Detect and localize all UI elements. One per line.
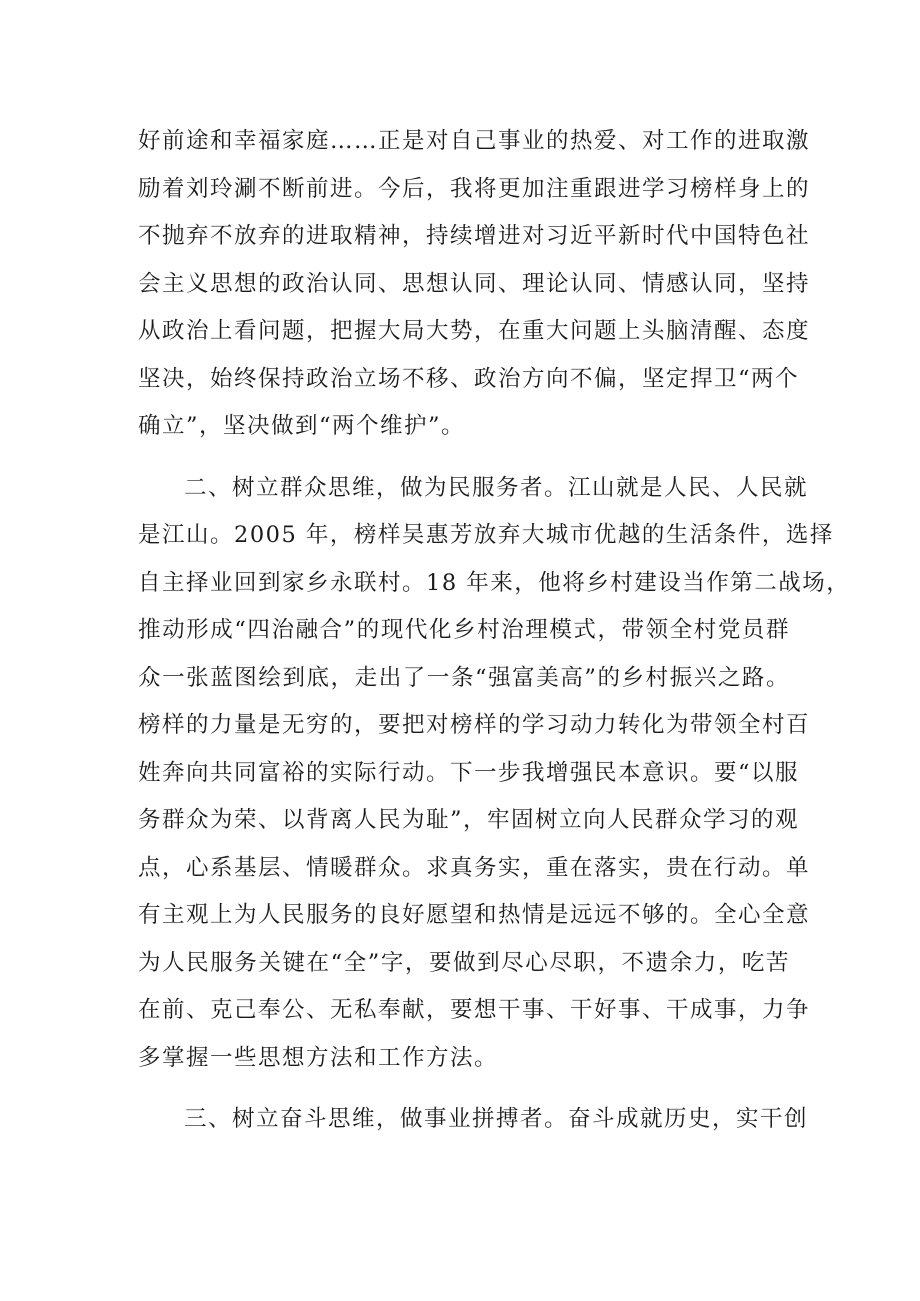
text-line: 是江山。2005 年，榜样吴惠芳放弃大城市优越的生活条件，选择 bbox=[138, 522, 834, 548]
text-line: 二、树立群众思维，做为民服务者。江山就是人民、人民就 bbox=[184, 474, 809, 501]
text-line: 确立”，坚决做到“两个维护”。 bbox=[138, 413, 466, 439]
text-line: 不抛弃不放弃的进取精神，持续增进对习近平新时代中国特色社 bbox=[138, 223, 811, 249]
text-line: 从政治上看问题，把握大局大势，在重大问题上头脑清醒、态度 bbox=[138, 318, 811, 344]
text-line: 在前、克己奉公、无私奉献，要想干事、干好事、干成事，力争 bbox=[138, 997, 811, 1023]
text-line: 自主择业回到家乡永联村。18 年来，他将乡村建设当作第二战场， bbox=[138, 569, 851, 596]
paragraph-spacing bbox=[138, 451, 790, 465]
body-text bbox=[138, 118, 851, 1144]
text-line: 榜样的力量是无穷的，要把对榜样的学习动力转化为带领全村百 bbox=[138, 712, 811, 738]
text-line: 好前途和幸福家庭……正是对自己事业的热爱、对工作的进取激 bbox=[138, 128, 811, 154]
paragraph-spacing bbox=[138, 1082, 790, 1096]
text-line: 有主观上为人民服务的良好愿望和热情是远远不够的。全心全意 bbox=[138, 902, 811, 928]
text-line: 为人民服务关键在“全”字，要做到尽心尽职，不遗余力，吃苦 bbox=[138, 949, 790, 976]
paragraph-2 bbox=[138, 465, 851, 1083]
text-line: 务群众为荣、以背离人民为耻”，牢固树立向人民群众学习的观 bbox=[138, 807, 800, 833]
text-line: 三、树立奋斗思维，做事业拼搏者。奋斗成就历史，实干创 bbox=[184, 1106, 809, 1132]
text-line: 推动形成“四治融合”的现代化乡村治理模式，带领全村党员群 bbox=[138, 617, 790, 643]
text-line: 姓奔向共同富裕的实际行动。下一步我增强民本意识。要“以服 bbox=[138, 759, 800, 786]
paragraph-3 bbox=[138, 1096, 809, 1144]
paragraph-1 bbox=[138, 118, 811, 451]
text-line: 会主义思想的政治认同、思想认同、理论认同、情感认同，坚持 bbox=[138, 270, 811, 297]
text-line: 多掌握一些思想方法和工作方法。 bbox=[138, 1044, 499, 1071]
text-line: 励着刘玲涮不断前进。今后，我将更加注重跟进学习榜样身上的 bbox=[138, 175, 811, 202]
text-line: 坚决，始终保持政治立场不移、政治方向不偏，坚定捍卫“两个 bbox=[138, 365, 800, 392]
text-line: 众一张蓝图绘到底，走出了一条“强富美高”的乡村振兴之路。 bbox=[138, 664, 790, 691]
text-line: 点，心系基层、情暖群众。求真务实，重在落实，贵在行动。单 bbox=[138, 854, 811, 881]
